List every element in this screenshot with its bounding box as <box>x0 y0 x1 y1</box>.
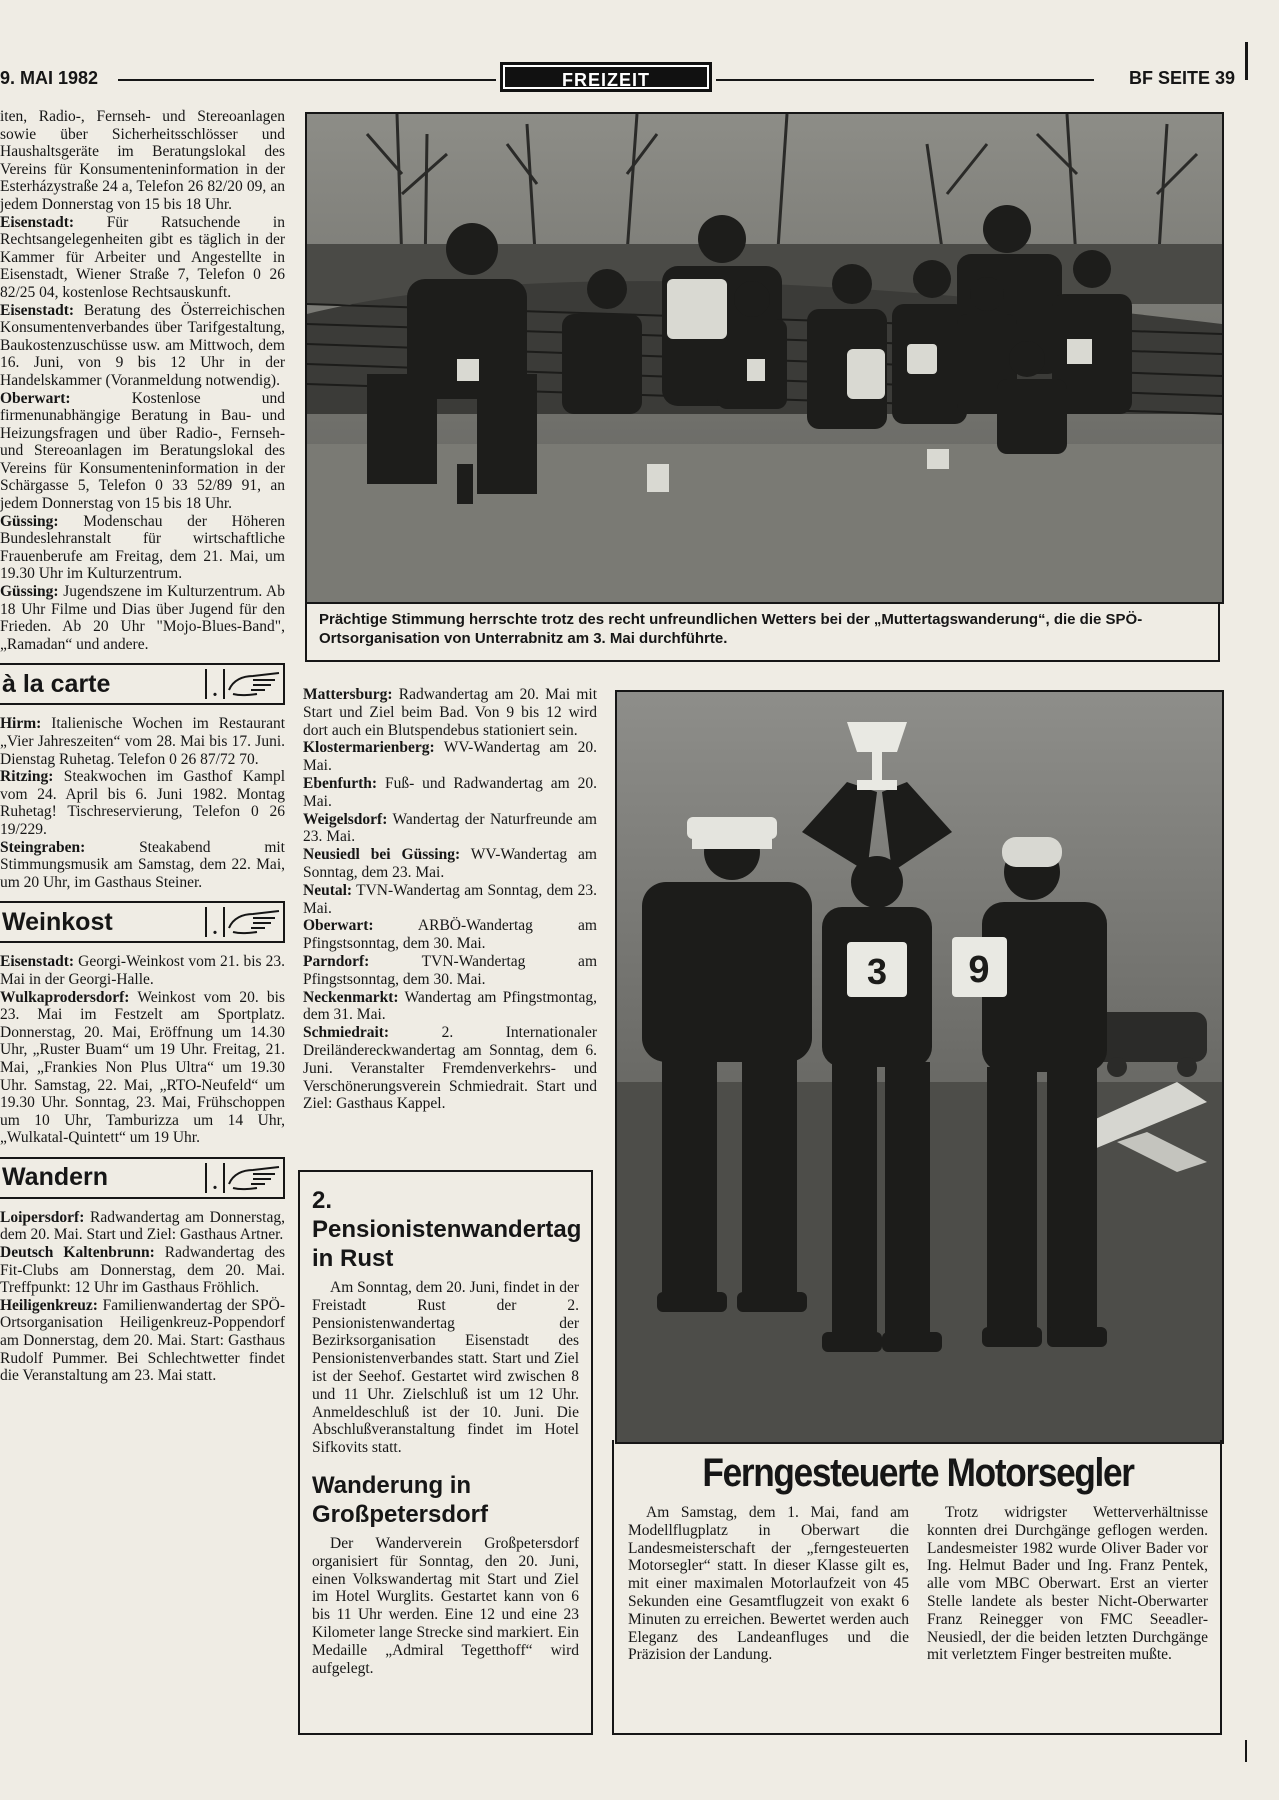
bib-number: 9 <box>968 949 990 991</box>
list-item: Deutsch Kaltenbrunn: Radwandertag des Fit-Clubs am Donnerstag, dem 20. Mai. Treffpunkt: 12 Uhr im Gasthaus Fröhlich. <box>0 1244 285 1297</box>
trophy-photo <box>615 690 1224 1444</box>
article-title: Wanderung in Großpetersdorf <box>312 1471 489 1528</box>
header-rule-left <box>118 79 496 81</box>
pointing-hand-icon <box>227 906 283 938</box>
alacarte-heading-label: à la carte <box>2 669 111 698</box>
article-body: Am Sonntag, dem 20. Juni, findet in der Freistadt Rust der 2. Pensionistenwandertag der Bezirksorganisation Eisenstadt des Pensionistenverbandes statt. Start und Ziel ist der Seehof. Gestartet wird zwischen 8 und 11 Uhr. Zielschluß ist um 12 Uhr. Anmeldeschluß ist der 10. Juni. Die Abschlußveranstaltung findet im Hotel Sifkovits statt. <box>312 1279 579 1457</box>
dot-box: . <box>205 907 225 937</box>
article-box-motorsegler <box>612 1440 1222 1735</box>
list-item: Eisenstadt: Für Ratsuchende in Rechtsangelegenheiten gibt es täglich in der Kammer für Arbeiter und Angestellte in Eisenstadt, Wiener Straße 7, Telefon 0 26 82/25 04, kostenlose Rechtsauskunft. <box>0 213 285 301</box>
header-rule-right <box>716 79 1094 81</box>
article-title: 2. Pensionistenwandertag in Rust <box>312 1187 582 1272</box>
list-item: Loipersdorf: Radwandertag am Donnerstag, dem 20. Mai. Start und Ziel: Gasthaus Artner. <box>0 1208 285 1244</box>
wandern-heading <box>0 1157 285 1199</box>
weinkost-heading-label: Weinkost <box>2 907 113 936</box>
page-number: BF SEITE 39 <box>1128 68 1235 88</box>
list-item: Mattersburg: Radwandertag am 20. Mai mit Start und Ziel beim Bad. Von 9 bis 12 wird dort auch ein Blutspendebus stationiert sein. <box>303 686 597 739</box>
page-header <box>0 60 1235 100</box>
list-item: Güssing: Jugendszene im Kulturzentrum. Ab 18 Uhr Filme und Dias über Jugend für den Frieden. Ab 20 Uhr "Mojo-Blues-Band", „Ramadan“ und andere. <box>0 583 285 653</box>
section-title: FREIZEIT <box>500 62 712 92</box>
list-item: Heiligenkreuz: Familienwandertag der SPÖ-Ortsorganisation Heiligenkreuz-Poppendorf am Donnerstag, dem 20. Mai. Start: Gasthaus Rudolf Pummer. Bei Schlechtwetter findet die Veranstaltung am 23. Mai statt. <box>0 1296 285 1385</box>
pointing-hand-icon <box>227 1162 283 1194</box>
issue-date: 9. MAI 1982 <box>0 68 99 88</box>
list-item: Neusiedl bei Güssing: WV-Wandertag am Sonntag, dem 23. Mai. <box>303 846 597 881</box>
dot-box: . <box>205 669 225 699</box>
list-item: Schmiedrait: 2. Internationaler Dreiländereckwandertag am Sonntag, dem 6. Juni. Veranstalter Fremdenverkehrs- und Verschönerungsverein Schmiedrait. Start und Ziel: Gasthaus Kappel. <box>303 1024 597 1113</box>
weinkost-heading <box>0 901 285 943</box>
middle-column <box>303 686 597 1113</box>
list-item: Hirm: Italienische Wochen im Restaurant „Vier Jahreszeiten“ vom 28. Mai bis 17. Juni. Dienstag Ruhetag. Telefon 0 26 87/72 70. <box>0 715 285 768</box>
margin-mark <box>1245 42 1248 80</box>
wandern-heading-label: Wandern <box>2 1163 109 1192</box>
list-item: Eisenstadt: Beratung des Österreichischen Konsumentenverbandes über Tarifgestaltung, Baukostenzuschüsse usw. am Mittwoch, dem 16. Juni, von 9 bis 12 Uhr in der Handelskammer (Voranmeldung notwendig). <box>0 301 285 389</box>
list-item: Steingraben: Steakabend mit Stimmungsmusik am Samstag, dem 22. Mai, um 20 Uhr, im Gasthaus Steiner. <box>0 838 285 891</box>
article-body: Der Wanderverein Großpetersdorf organisiert für Sonntag, den 20. Juni, einen Volkswandertag mit Start und Ziel im Hotel Wurglits. Gestartet kann von 6 bis 11 Uhr werden. Eine 12 und eine 23 Kilometer lange Strecke sind markiert. Ein Medaille „Admiral Tegetthoff“ wird aufgelegt. <box>312 1534 579 1677</box>
dot-box: . <box>205 1163 225 1193</box>
alacarte-heading <box>0 663 285 705</box>
margin-mark <box>1245 1740 1247 1762</box>
list-item: Parndorf: TVN-Wandertag am Pfingstsonntag, dem 30. Mai. <box>303 952 597 988</box>
list-item: Oberwart: Kostenlose und firmenunabhängige Beratung in Bau- und Heizungsfragen und über Radio-, Fernseh- und Stereoanlagen im Beratungslokal des Vereins für Konsumenteninformation in der Schärgasse 5, Telefon 0 33 52/89 91, an jedem Donnerstag von 15 bis 18 Uhr. <box>0 389 285 513</box>
pointing-hand-icon <box>227 668 283 700</box>
photo-caption: Prächtige Stimmung herrschte trotz des recht unfreundlichen Wetters bei der „Muttertagswanderung“, die die SPÖ-Ortsorganisation von Unterrabnitz am 3. Mai durchführte. <box>305 602 1220 662</box>
article-body: Am Samstag, dem 1. Mai, fand am Modellflugplatz in Oberwart die Landesmeisterschaft der „ferngesteuerten Motorsegler“ statt. In dieser Klasse gilt es, mit einer maximalen Motorlaufzeit von 45 Sekunden eine Gesamtflugzeit von exakt 6 Minuten zu erreichen. Bewertet werden auch Eleganz des Landeanfluges und die Präzision der Landung. <box>628 1504 909 1664</box>
list-item: Klostermarienberg: WV-Wandertag am 20. Mai. <box>303 739 597 775</box>
article-box-rust <box>298 1170 593 1735</box>
list-item: Eisenstadt: Georgi-Weinkost vom 21. bis 23. Mai in der Georgi-Halle. <box>0 953 285 988</box>
list-item: Neutal: TVN-Wandertag am Sonntag, dem 23. Mai. <box>303 881 597 917</box>
article-body: Trotz widrigster Wetterverhältnisse konnten drei Durchgänge geflogen werden. Landesmeister 1982 wurde Oliver Bader vor Ing. Helmut Bader und Ing. Franz Pentek, alle vom MBC Oberwart. Erst an vierter Stelle landete als bester Nicht-Oberwarter Franz Reinegger von FMC Seeadler-Neusiedl, der die beiden letzten Durchgänge mit verletztem Finger bestreiten mußte. <box>927 1504 1208 1664</box>
article-columns <box>628 1504 1208 1664</box>
list-item: Ebenfurth: Fuß- und Radwandertag am 20. Mai. <box>303 774 597 810</box>
list-item: Wulkaprodersdorf: Weinkost vom 20. bis 23. Mai im Festzelt am Sportplatz. Donnerstag, 20. Mai, Eröffnung um 14.30 Uhr, „Ruster Buam“ um 19 Uhr. Freitag, 21. Mai, „Frankies Non Plus Ultra“ um 19.30 Uhr. Samstag, 22. Mai, „RTO-Neufeld“ um 19.30 Uhr. Sonntag, 23. Mai, Frühschoppen um 10 Uhr, Tamburizza um 14 Uhr, „Wulkatal-Quintett“ um 19 Uhr. <box>0 988 285 1147</box>
bib-number: 3 <box>866 951 888 992</box>
list-item: Oberwart: ARBÖ-Wandertag am Pfingstsonntag, dem 30. Mai. <box>303 917 597 953</box>
list-item: Weigelsdorf: Wandertag der Naturfreunde am 23. Mai. <box>303 810 597 846</box>
list-item: Neckenmarkt: Wandertag am Pfingstmontag, dem 31. Mai. <box>303 988 597 1024</box>
left-column <box>0 108 285 1385</box>
article-headline: Ferngesteuerte Motorsegler <box>702 1451 1134 1495</box>
list-item: Ritzing: Steakwochen im Gasthof Kampl vom 24. April bis 6. Juni 1982. Montag Ruhetag! Tischreservierung, Telefon 0 26 19/229. <box>0 768 285 838</box>
group-photo <box>305 112 1224 604</box>
intro-paragraph: iten, Radio-, Fernseh- und Stereoanlagen sowie über Sicherheitsschlösser und Haushaltsgeräte im Beratungslokal des Vereins für Konsumenteninformation in der Esterházystraße 24 a, Telefon 26 82/20 09, an jedem Donnerstag von 15 bis 18 Uhr. <box>0 108 285 213</box>
list-item: Güssing: Modenschau der Höheren Bundeslehranstalt für wirtschaftliche Frauenberufe am Freitag, dem 21. Mai, um 19.30 Uhr im Kulturzentrum. <box>0 512 285 583</box>
